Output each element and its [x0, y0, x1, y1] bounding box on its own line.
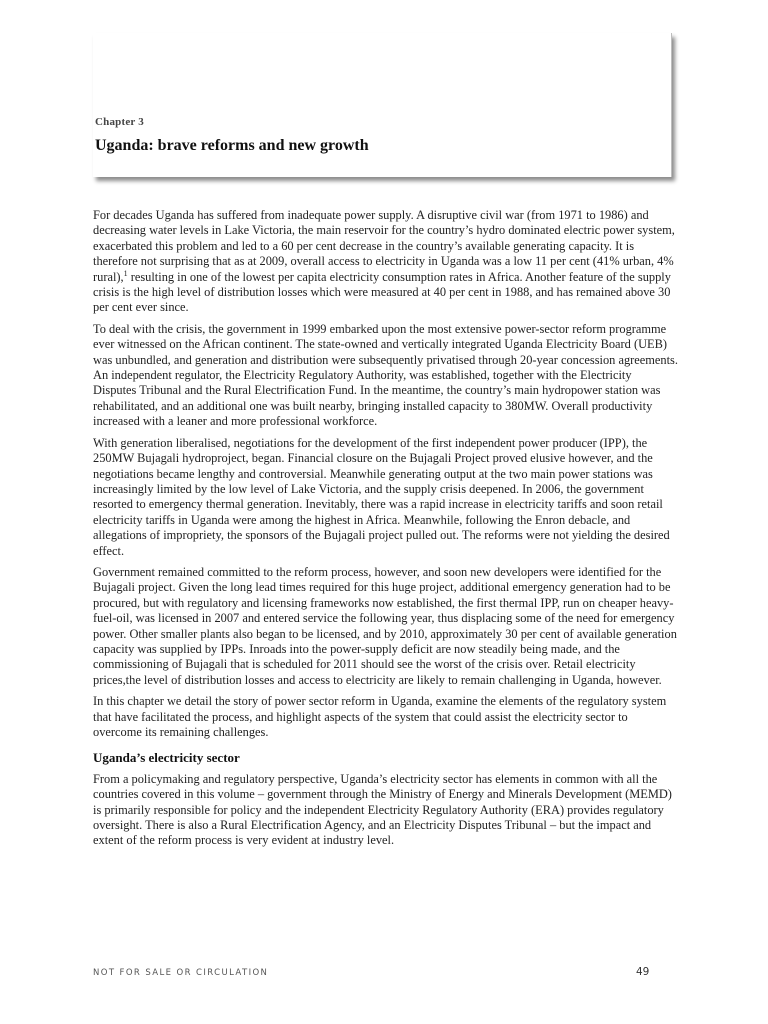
page-number: 49 [636, 966, 650, 978]
paragraph-2: To deal with the crisis, the government in 1999 embarked upon the most extensive power-sector reform programme ever witnessed on the African continent. The state-owned and vertically integrated Uganda Electricity Board (UEB) was unbundled, and generation and distribution were subsequently privatised through 20-year concession agreements. An independent regulator, the Electricity Regulatory Authority, was established, together with the Electricity Disputes Tribunal and the Rural Electrification Fund. In the meantime, the country’s main hydropower station was rehabilitated, and an additional one was built nearby, bringing installed capacity to 380MW. Overall productivity increased with a leaner and more professional workforce. [93, 321, 678, 429]
paragraph-1-text-after: resulting in one of the lowest per capita electricity consumption rates in Africa. Another feature of the supply crisis is the high level of distribution losses which were measured at 40 per cent in 1988, and has remained above 30 per cent ever since. [93, 269, 671, 315]
section-paragraph: From a policymaking and regulatory perspective, Uganda’s electricity sector has elements in common with all the countries covered in this volume – government through the Ministry of Energy and Minerals Development (MEMD) is primarily responsible for policy and the independent Electricity Regulatory Authority (ERA) provides regulatory oversight. There is also a Rural Electrification Agency, and an Electricity Disputes Tribunal – but the impact and extent of the reform process is very evident at industry level. [93, 771, 672, 848]
paragraph-1 [93, 208, 678, 316]
chapter-header-box [93, 33, 672, 177]
paragraph-4: Government remained committed to the reform process, however, and soon new developers were identified for the Bujagali project. Given the long lead times required for this huge project, additional emergency generation had to be procured, but with regulatory and licensing frameworks now established, the first thermal IPP, run on cheaper heavy-fuel-oil, was licensed in 2007 and entered service the following year, thus displacing some of the need for emergency power. Other smaller plants also began to be licensed, and by 2010, approximately 30 per cent of available generation capacity was supplied by IPPs. Inroads into the power-supply deficit are now steadily being made, and the commissioning of Bujagali that is scheduled for 2011 should see the worst of the crisis over. Retail electricity prices,the level of distribution losses and access to electricity are likely to remain challenging in Uganda, however. [93, 564, 677, 687]
section-heading: Uganda’s electricity sector [93, 750, 240, 766]
paragraph-3: With generation liberalised, negotiations for the development of the first independent power producer (IPP), the 250MW Bujagali hydroproject, began. Financial closure on the Bujagali Project proved elusive however, and the negotiations became lengthy and controversial. Meanwhile generating output at the two main power stations was increasingly limited by the low level of Lake Victoria, and the supply crisis deepened. In 2006, the government resorted to emergency thermal generation. Inevitably, there was a rapid increase in electricity tariffs and soon retail electricity tariffs in Uganda were among the highest in Africa. Meanwhile, following the Enron debacle, and allegations of impropriety, the sponsors of the Bujagali project pulled out. The reforms were not yielding the desired effect. [93, 435, 670, 558]
footer-notice: NOT FOR SALE OR CIRCULATION [93, 968, 269, 978]
chapter-title: Uganda: brave reforms and new growth [95, 137, 369, 154]
paragraph-1-text-before: For decades Uganda has suffered from inadequate power supply. A disruptive civil war (from 1971 to 1986) and decreasing water levels in Lake Victoria, the main reservoir for the country’s hydro dominated electric power system, exacerbated this problem and led to a 60 per cent decrease in the country’s available generating capacity. It is therefore not surprising that as at 2009, overall access to electricity in Uganda was a low 11 per cent (41% urban, 4% rural), [93, 208, 675, 284]
body-text [93, 208, 678, 855]
footnote-marker[interactable]: 1 [123, 268, 128, 278]
chapter-label: Chapter 3 [95, 116, 144, 128]
paragraph-5: In this chapter we detail the story of power sector reform in Uganda, examine the elements of the regulatory system that have facilitated the process, and highlight aspects of the system that could assist the electricity sector to overcome its remaining challenges. [93, 694, 667, 739]
